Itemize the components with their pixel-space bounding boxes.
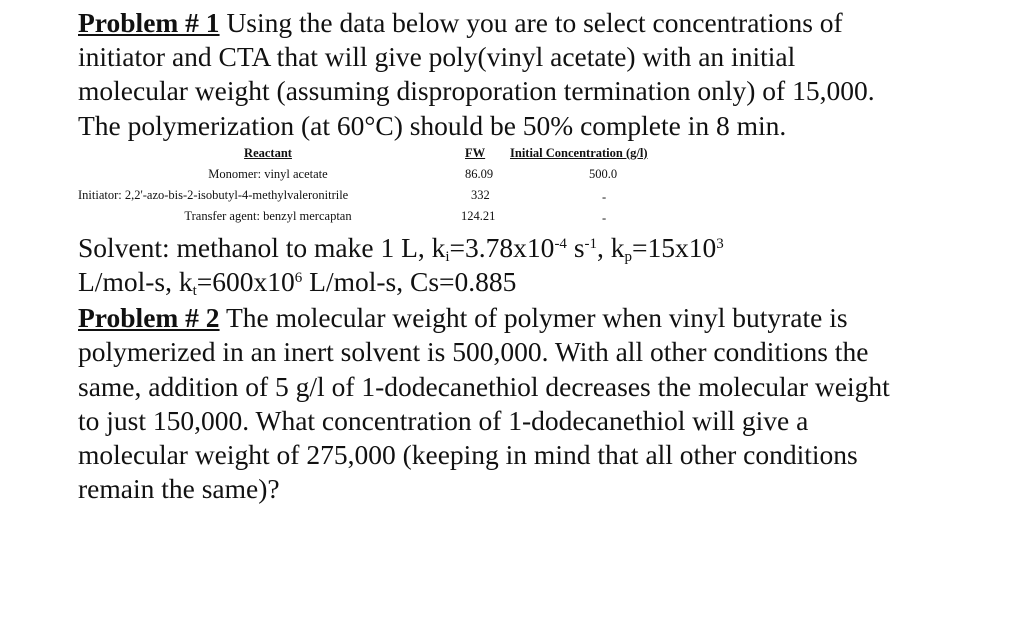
table-row-3-conc: - xyxy=(602,210,607,225)
solvent-line-2 xyxy=(78,266,516,297)
ki-exponent: -4 xyxy=(554,235,567,252)
solvent-text-e: =15x10 xyxy=(632,231,717,263)
header-initial-concentration: Initial Concentration (g/l) xyxy=(510,145,648,160)
ki-subscript: i xyxy=(445,248,450,265)
kp-subscript: p xyxy=(624,248,633,265)
problem-1-text: Using the data below you are to select concentrations of initiator and CTA that will give poly(vinyl acetate) with an initial molecular weight (assuming disproporation termination only) of 15,000. The polymerization (at 60°C) should be 50% complete in 8 min. xyxy=(78,7,875,141)
table-row-2-fw: 332 xyxy=(471,187,490,202)
problem-2-paragraph xyxy=(78,301,908,506)
solvent-text-f: L/mol-s, k xyxy=(78,266,193,298)
problem-2-text: The molecular weight of polymer when vinyl butyrate is polymerized in an inert solvent is 500,000. With all other conditions the same, addition of 5 g/l of 1-dodecanethiol decreases the molecular weight to just 150,000. What concentration of 1-dodecanethiol will give a molecular weight of 275,000 (keeping in mind that all other conditions remain the same)? xyxy=(78,302,890,505)
solvent-text-d: , k xyxy=(597,231,625,263)
table-row-1-conc: 500.0 xyxy=(589,166,618,181)
reactant-table xyxy=(78,145,1008,241)
problem-2-heading: Problem # 2 xyxy=(78,302,220,334)
table-row-1-reactant: Monomer: vinyl acetate xyxy=(208,166,328,181)
solvent-paragraph xyxy=(78,231,978,299)
kt-subscript: t xyxy=(192,282,197,299)
kt-exponent: 6 xyxy=(294,270,303,287)
header-reactant: Reactant xyxy=(244,145,292,160)
header-fw: FW xyxy=(465,145,486,160)
s-exponent: -1 xyxy=(584,235,598,252)
solvent-text-b: =3.78x10 xyxy=(449,231,555,263)
problem-1-heading: Problem # 1 xyxy=(78,7,220,38)
table-row-3-fw: 124.21 xyxy=(461,208,496,223)
solvent-text-h: L/mol-s, Cs=0.885 xyxy=(302,266,517,298)
table-row-1-fw: 86.09 xyxy=(465,166,494,181)
problem-1-paragraph xyxy=(78,6,878,143)
document-page xyxy=(78,6,1008,506)
solvent-text-a: Solvent: methanol to make 1 L, k xyxy=(78,231,446,263)
solvent-text-g: =600x10 xyxy=(196,266,295,298)
table-row-2-conc: - xyxy=(602,189,607,204)
table-row-2-reactant: Initiator: 2,2'-azo-bis-2-isobutyl-4-methylvaleronitrile xyxy=(78,187,349,202)
kp-exponent: 3 xyxy=(716,235,724,252)
table-row-3-reactant: Transfer agent: benzyl mercaptan xyxy=(184,208,352,223)
solvent-text-c: s xyxy=(566,231,585,263)
